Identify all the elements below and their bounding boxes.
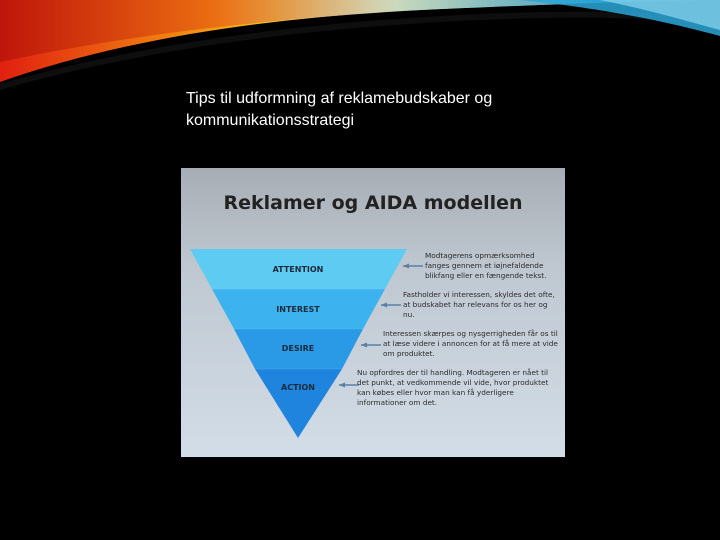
stage-label-interest: INTEREST: [276, 305, 320, 314]
arrow-action-icon: [339, 383, 359, 388]
aida-figure: [181, 168, 565, 457]
arrow-desire-icon: [361, 343, 381, 348]
stage-description-interest: Fastholder vi interessen, skyldes det ofte, at budskabet har relevans for os her og nu.: [403, 290, 555, 319]
stage-label-attention: ATTENTION: [272, 265, 324, 274]
arrow-interest-icon: [381, 303, 401, 308]
stage-description-action: Nu opfordres der til handling. Modtageren er nået til det punkt, at vedkommende vil vide, hvor produktet kan købes eller hvor man kan få yderligere informationer om det.: [357, 368, 549, 407]
stage-description-desire: Interessen skærpes og nysgerrigheden får os til at læse videre i annoncen for at få mere at vide om produktet.: [383, 329, 558, 358]
funnel-segment-action: [255, 369, 342, 438]
figure-title: Reklamer og AIDA modellen: [223, 192, 523, 214]
decorative-swoosh: [0, 0, 720, 90]
stage-label-desire: DESIRE: [281, 344, 315, 353]
slide-title: Tips til udformning af reklamebudskaber og kommunikationsstrategi: [186, 90, 493, 129]
stage-description-attention: Modtagerens opmærksomhed fanges gennem et iøjnefaldende blikfang eller en fængende tekst.: [425, 251, 547, 280]
arrow-attention-icon: [403, 264, 423, 269]
stage-label-action: ACTION: [281, 383, 315, 392]
